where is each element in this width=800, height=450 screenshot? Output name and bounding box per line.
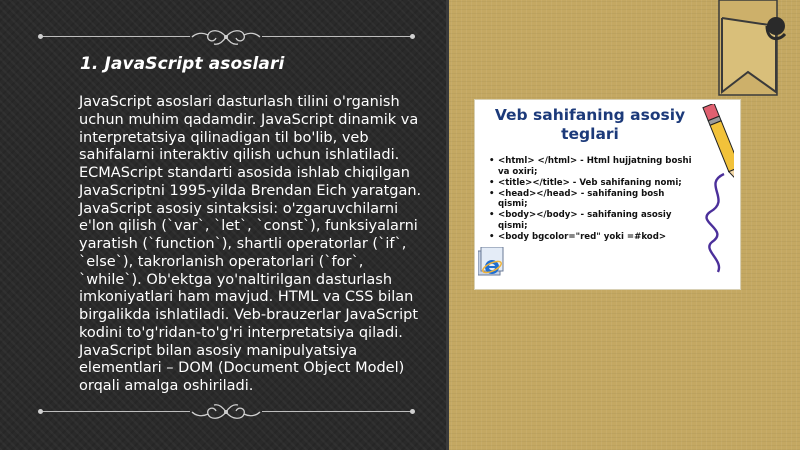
pencil-icon (698, 104, 734, 280)
ornament-dot-right (410, 409, 415, 414)
ornament-line-left (40, 411, 190, 412)
list-item: • <body bgcolor="red" yoki =#kod> (489, 232, 695, 243)
list-item: • <body></body> - sahifaning asosiy qismi; (489, 210, 695, 231)
ie-logo-icon (478, 247, 508, 281)
ornament-line-right (262, 411, 412, 412)
list-item: • <html> </html> - Html hujjatning boshi va oxiri; (489, 156, 695, 177)
list-item: • <head></head> - sahifaning bosh qismi; (489, 189, 695, 210)
html-tags-image (474, 99, 741, 290)
slide-body-text: JavaScript asoslari dasturlash tilini o'rganish uchun muhim qadamdir. JavaScript dinamik va interpretatsiya qilinadigan til bo'lib, veb sahifalarni interaktiv qilish uchun ishlatiladi. ECMAScript standarti asosida ishlab chiqilgan JavaScriptni 1995-yilda Brendan Eich yaratgan. JavaScript asosiy sintaksisi: o'zgaruvchilarni e'lon qilish (`var`, `let`, `const`), funksiyalarni yaratish (`function`), shartli operatorlar (`if`, `else`), takrorlanish operatorlari (`for`, `while`). Ob'ektga yo'naltirilgan dasturlash imkoniyatlari ham mavjud. HTML va CSS bilan birgalikda ishlatiladi. Veb-brauzerlar JavaScript kodini to'g'ridan-to'g'ri interpretatsiya qiladi. JavaScript bilan asosiy manipulyatsiya elementlari – DOM (Document Object Model) orqali amalga oshiriladi. (79, 94, 422, 394)
ornament-dot-left (38, 409, 43, 414)
bookmark-ribbon-icon (0, 0, 800, 110)
image-title: Veb sahifaning asosiy teglari (494, 106, 686, 143)
slide-title: 1. JavaScript asoslari (80, 54, 285, 74)
ornament-divider-icon (190, 401, 262, 423)
tag-list (489, 156, 695, 243)
list-item: • <title></title> - Veb sahifaning nomi; (489, 178, 695, 189)
